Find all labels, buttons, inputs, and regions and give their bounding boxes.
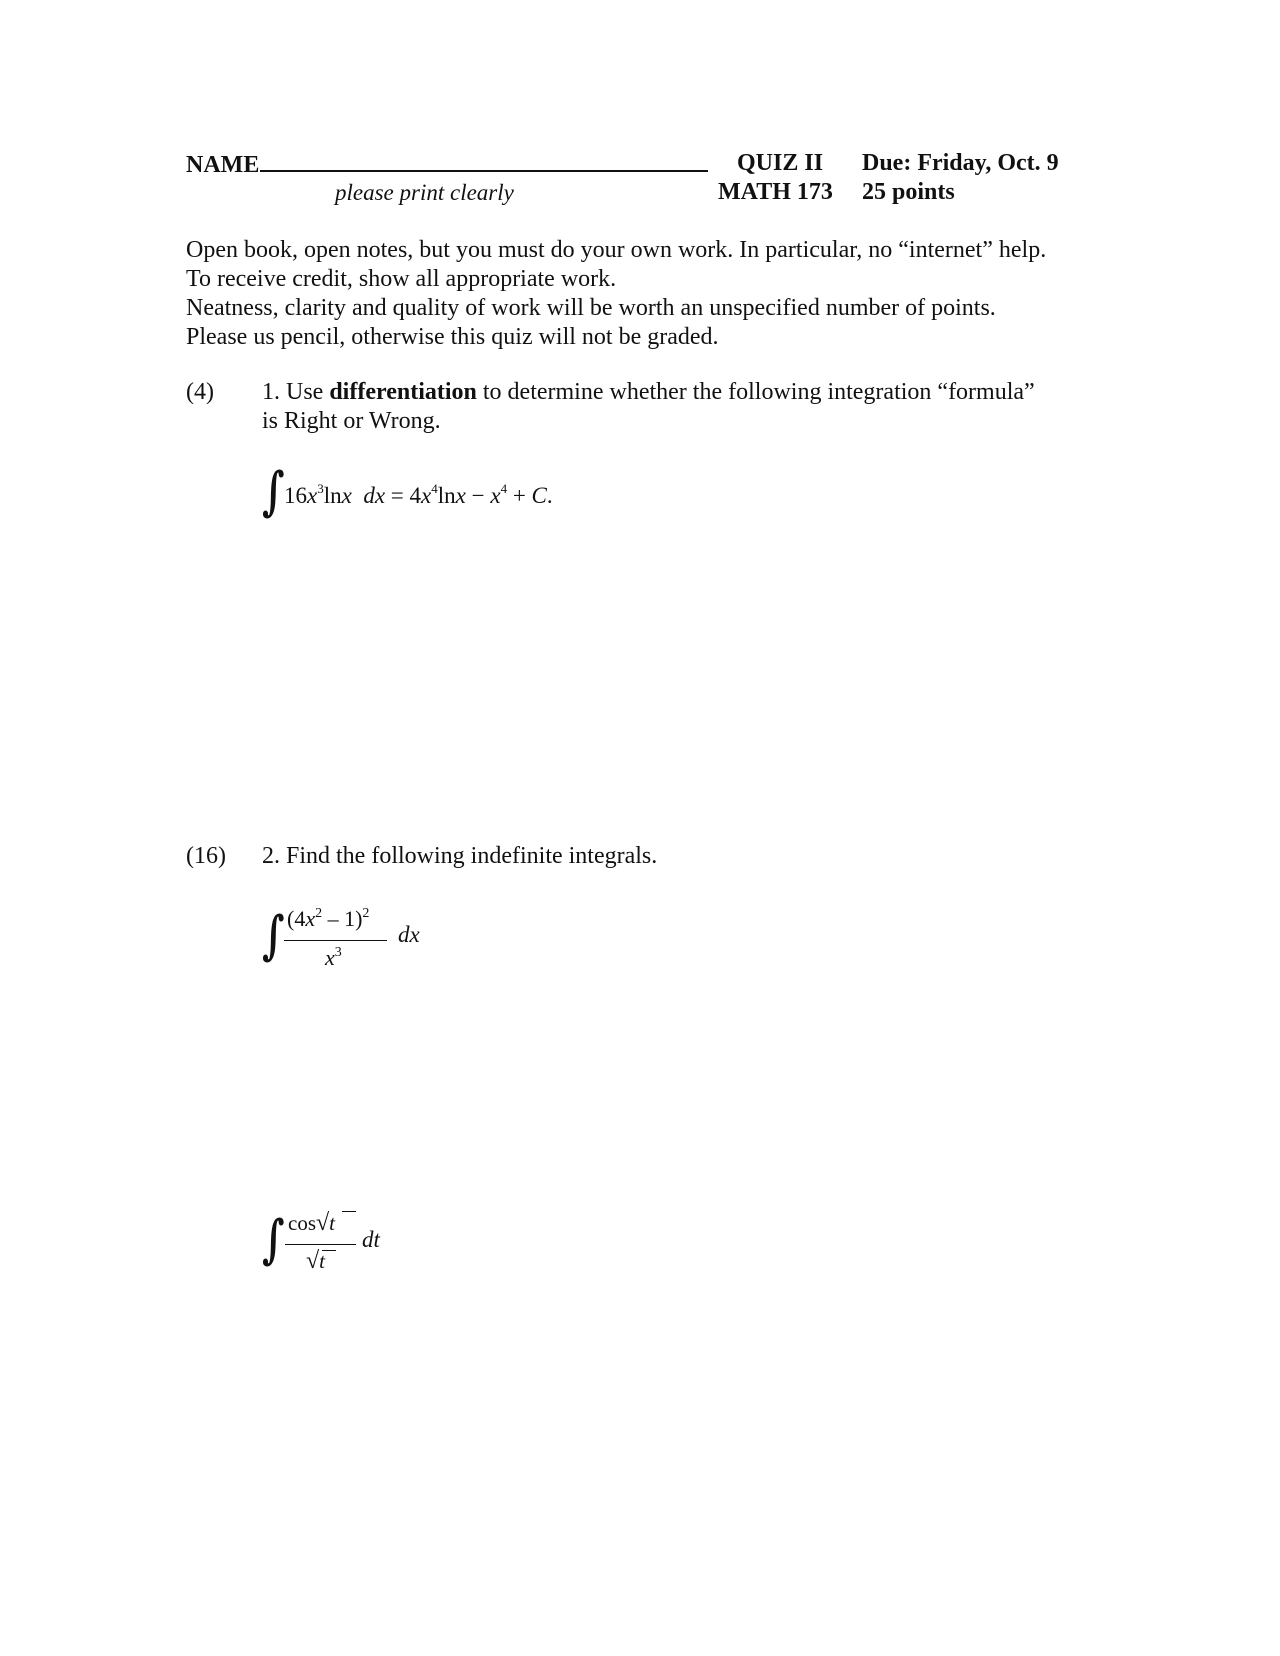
problem1-points: (4) [186,379,214,405]
numerator-open: (4 [287,906,306,931]
denominator-var: t [319,1249,326,1273]
formula-constant: C [531,483,547,508]
numerator-var: x [305,906,316,931]
integral-b-denominator [306,1248,325,1275]
instruction-line: Open book, open notes, but you must do your own work. In particular, no “internet” help. [186,237,1047,263]
instructions [186,236,1046,352]
instruction-line: Please us pencil, otherwise this quiz will not be graded. [186,324,719,350]
formula-exponent: 3 [317,481,324,496]
numerator-rest: – 1) [322,906,363,931]
problem1-text [262,378,1035,436]
formula-minus: − [471,483,485,508]
quiz-title: QUIZ II [737,150,824,176]
formula-var: x [455,483,466,508]
formula-coef: 16 [284,483,307,508]
formula-var: x [341,483,352,508]
problem1-text-line2: is Right or Wrong. [262,408,441,434]
problem1-text-after: to determine whether the following integration “formula” [476,379,1035,405]
formula-exponent: 4 [500,481,508,496]
integral-sign: ∫ [262,461,285,522]
integral-a-numerator [287,906,369,932]
print-note: please print clearly [335,180,514,205]
name-label: NAME [186,152,260,178]
fraction-bar [284,940,387,941]
formula-plus: + [512,483,526,508]
sqrt-symbol: √ [316,1210,330,1236]
fraction-bar [285,1244,356,1245]
formula-dx: dx [363,483,386,508]
sqrt-vinculum [322,1250,336,1251]
numerator-cos: cos [288,1211,316,1235]
points-total: 25 points [862,179,955,205]
problem1-formula [284,483,553,509]
name-label-row [186,150,708,179]
sqrt-symbol: √ [306,1248,320,1274]
formula-var: x [307,483,318,508]
integral-a-denominator [325,945,342,971]
problem2-text: 2. Find the following indefinite integrals. [262,843,658,869]
formula-equals: = [390,483,404,508]
numerator-outer-exponent: 2 [362,906,370,921]
formula-var: x [421,483,432,508]
problem2-points: (16) [186,843,226,869]
formula-ln: ln [323,483,342,508]
denominator-exponent: 3 [334,945,342,960]
integral-b-differential: dt [362,1227,380,1252]
course-code: MATH 173 [718,179,833,205]
numerator-var: t [329,1211,336,1235]
formula-coef: 4 [409,483,422,508]
instruction-line: Neatness, clarity and quality of work will be worth an unspecified number of points. [186,295,996,321]
sqrt-vinculum [342,1211,356,1212]
integral-a-differential: dx [398,922,420,947]
name-field-line[interactable] [260,150,708,172]
instruction-line: To receive credit, show all appropriate work. [186,266,617,292]
formula-ln: ln [437,483,456,508]
formula-period: . [546,483,553,508]
due-date: Due: Friday, Oct. 9 [862,150,1059,176]
formula-exponent: 4 [431,481,438,496]
problem1-text-before: 1. Use [262,379,330,405]
numerator-exponent: 2 [315,906,323,921]
integral-sign: ∫ [262,1209,285,1270]
integral-sign: ∫ [262,905,285,966]
problem1-text-bold: differentiation [329,379,477,405]
denominator-var: x [325,945,335,970]
integral-b-numerator [288,1210,335,1237]
formula-var: x [490,483,501,508]
